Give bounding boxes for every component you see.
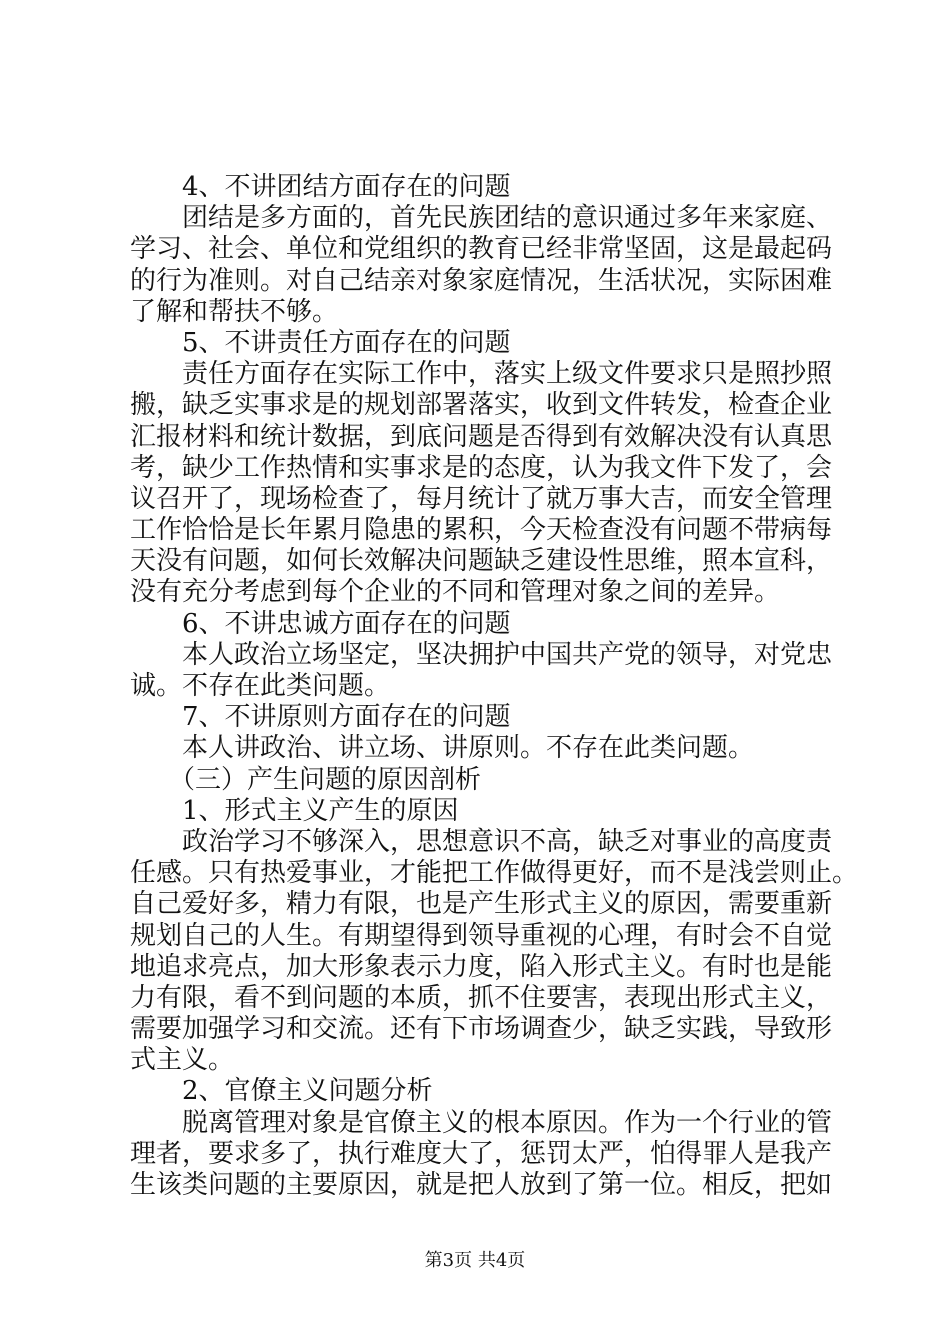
paragraph-line: 的行为准则。对自己结亲对象家庭情况，生活状况，实际困难: [130, 265, 833, 296]
paragraph-line: 考，缺少工作热情和实事求是的态度，认为我文件下发了，会: [130, 452, 833, 483]
section-heading: 7、不讲原则方面存在的问题: [182, 702, 511, 733]
paragraph-line: 力有限，看不到问题的本质，抓不住要害，表现出形式主义，: [130, 982, 833, 1013]
paragraph-line: 生该类问题的主要原因，就是把人放到了第一位。相反，把如: [130, 1170, 833, 1200]
paragraph-line: 地追求亮点，加大形象表示力度，陷入形式主义。有时也是能: [130, 951, 833, 982]
paragraph-line: 式主义。: [130, 1045, 235, 1076]
section-heading: 4、不讲团结方面存在的问题: [182, 172, 511, 202]
section-heading: （三）产生问题的原因剖析: [169, 764, 482, 795]
paragraph-line: 天没有问题，如何长效解决问题缺乏建设性思维，照本宣科，: [130, 546, 833, 577]
paragraph-line: 了解和帮扶不够。: [130, 296, 339, 327]
paragraph-line: 学习、社会、单位和党组织的教育已经非常坚固，这是最起码: [130, 234, 833, 265]
paragraph-line: 本人讲政治、讲立场、讲原则。不存在此类问题。: [182, 733, 755, 764]
paragraph-line: 理者，要求多了，执行难度大了，惩罚太严，怕得罪人是我产: [130, 1138, 833, 1169]
paragraph-line: 自己爱好多，精力有限，也是产生形式主义的原因，需要重新: [130, 889, 833, 920]
paragraph-line: 工作恰恰是长年累月隐患的累积，今天检查没有问题不带病每: [130, 515, 833, 546]
paragraph-line: 没有充分考虑到每个企业的不同和管理对象之间的差异。: [130, 577, 781, 608]
paragraph-line: 汇报材料和统计数据，到底问题是否得到有效解决没有认真思: [130, 421, 833, 452]
paragraph-line: 规划自己的人生。有期望得到领导重视的心理，有时会不自觉: [130, 920, 833, 951]
paragraph-line: 脱离管理对象是官僚主义的根本原因。作为一个行业的管: [182, 1107, 833, 1138]
section-heading: 6、不讲忠诚方面存在的问题: [182, 608, 511, 639]
section-heading: 2、官僚主义问题分析: [182, 1076, 433, 1107]
paragraph-line: 任感。只有热爱事业，才能把工作做得更好，而不是浅尝则止。: [130, 858, 859, 889]
page-footer: [0, 1246, 950, 1272]
paragraph-line: 本人政治立场坚定，坚决拥护中国共产党的领导，对党忠: [182, 639, 833, 670]
paragraph-line: 搬，缺乏实事求是的规划部署落实，收到文件转发，检查企业: [130, 390, 833, 421]
page-number: 第3页 共4页: [424, 1250, 526, 1271]
document-body: [130, 172, 859, 1201]
paragraph-line: 需要加强学习和交流。还有下市场调查少，缺乏实践，导致形: [130, 1014, 833, 1045]
section-heading: 1、形式主义产生的原因: [182, 795, 459, 826]
paragraph-line: 团结是多方面的，首先民族团结的意识通过多年来家庭、: [182, 203, 833, 234]
section-heading: 5、不讲责任方面存在的问题: [182, 327, 511, 358]
paragraph-line: 诚。不存在此类问题。: [130, 671, 391, 701]
paragraph-line: 政治学习不够深入，思想意识不高，缺乏对事业的高度责: [182, 826, 833, 857]
paragraph-line: 责任方面存在实际工作中，落实上级文件要求只是照抄照: [182, 359, 833, 390]
paragraph-line: 议召开了，现场检查了，每月统计了就万事大吉，而安全管理: [130, 483, 833, 514]
